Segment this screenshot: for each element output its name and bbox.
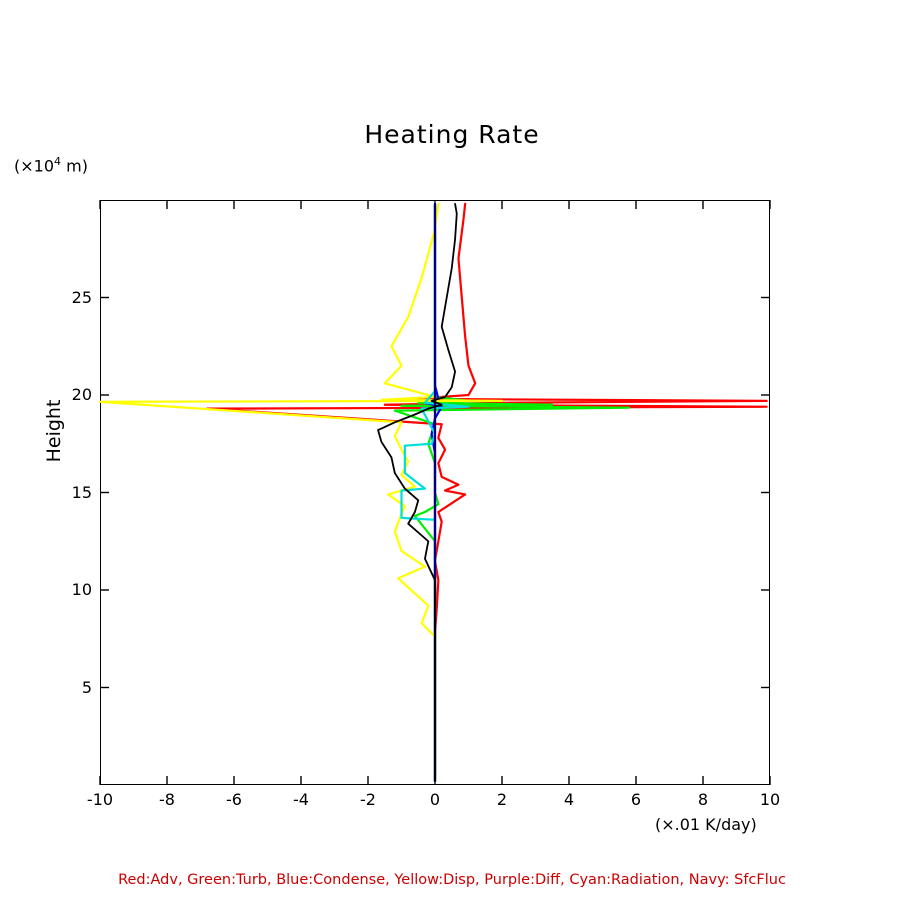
- x-tick-label: -2: [360, 790, 376, 809]
- x-tick-label: -10: [86, 790, 114, 809]
- page-title: Heating Rate: [364, 120, 540, 149]
- y-tick-label: 10: [71, 580, 92, 599]
- x-tick-label: 10: [759, 790, 781, 809]
- x-tick-label: 4: [563, 790, 575, 809]
- x-tick-label: 8: [697, 790, 709, 809]
- x-axis-label: (×.01 K/day): [655, 815, 757, 834]
- x-tick-label: -8: [159, 790, 175, 809]
- x-tick-label: 6: [630, 790, 642, 809]
- y-tick-label: 15: [71, 482, 92, 502]
- y-tick-label: 25: [71, 287, 92, 307]
- x-tick-label: 2: [496, 790, 508, 809]
- y-axis-unit-label: ($\times 10^4$ m): [14, 155, 88, 176]
- x-tick-label: -6: [226, 790, 242, 809]
- x-tick-label: 0: [429, 790, 441, 809]
- y-tick-label: 5: [81, 677, 92, 697]
- plot-frame: [100, 200, 770, 785]
- y-tick-label: 20: [71, 385, 92, 404]
- legend-caption: Red:Adv, Green:Turb, Blue:Condense, Yellow:Disp, Purple:Diff, Cyan:Radiation, Navy: SfcFluc: [118, 872, 786, 888]
- y-axis-label: Height: [43, 399, 65, 463]
- x-tick-label: -4: [293, 790, 309, 809]
